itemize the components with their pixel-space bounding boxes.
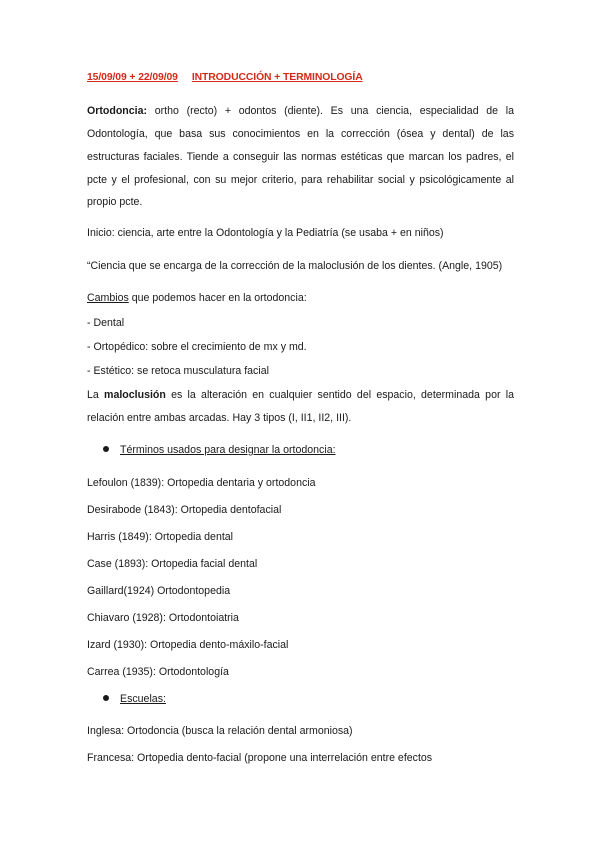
terminos-item: Izard (1930): Ortopedia dento-máxilo-facial (87, 639, 289, 651)
cambios-item: - Estético: se retoca musculatura facial (87, 365, 269, 377)
intro-line-5: propio pcte. (87, 196, 143, 208)
terminos-item: Gaillard(1924) Ortodontopedia (87, 585, 231, 597)
intro-line-1: Ortodoncia: ortho (recto) + odontos (diente). Es una ciencia, especialidad de la (87, 105, 514, 117)
cambios-item: - Dental (87, 317, 125, 329)
page-heading (87, 71, 363, 84)
intro-term: Ortodoncia: (87, 105, 148, 117)
maloclusion-line-1: La maloclusión es la alteración en cualquier sentido del espacio, determinada por la (87, 389, 514, 401)
terminos-item: Harris (1849): Ortopedia dental (87, 531, 234, 543)
escuelas-bullet (103, 693, 166, 706)
heading-dates: 15/09/09 + 22/09/09 (87, 72, 178, 83)
escuelas-item: Inglesa: Ortodoncia (busca la relación dental armoniosa) (87, 725, 353, 737)
bullet-icon (103, 695, 109, 701)
terminos-item: Carrea (1935): Ortodontología (87, 666, 229, 678)
escuelas-item: Francesa: Ortopedia dento-facial (propone una interrelación entre efectos (87, 752, 433, 764)
terminos-item: Case (1893): Ortopedia facial dental (87, 558, 258, 570)
terminos-bullet (103, 444, 336, 457)
cambios-heading: Cambios que podemos hacer en la ortodoncia: (87, 292, 307, 304)
intro-line-4: pcte y el profesional, con su mejor criterio, para rehabilitar social y psicológicamente al (87, 174, 514, 186)
heading-title: INTRODUCCIÓN + TERMINOLOGÍA (191, 72, 363, 83)
intro-line-2: Odontología, que basa sus conocimientos en la corrección (ósea y dental) de las (87, 128, 514, 140)
terminos-item: Lefoulon (1839): Ortopedia dentaria y ortodoncia (87, 477, 316, 489)
angle-quote: “Ciencia que se encarga de la corrección de la maloclusión de los dientes. (Angle, 1905) (87, 260, 503, 272)
cambios-keyword: Cambios (87, 292, 129, 304)
terminos-label: Términos usados para designar la ortodoncia: (120, 444, 336, 456)
bullet-icon (103, 446, 109, 452)
cambios-item: - Ortopédico: sobre el crecimiento de mx y md. (87, 341, 307, 353)
inicio-text: Inicio: ciencia, arte entre la Odontología y la Pediatría (se usaba + en niños) (87, 227, 444, 239)
maloclusion-line-2: relación entre ambas arcadas. Hay 3 tipos (I, II1, II2, III). (87, 412, 352, 424)
terminos-item: Chiavaro (1928): Ortodontoiatria (87, 612, 239, 624)
intro-line-3: estructuras faciales. Tiende a conseguir las normas estéticas que marcan los padres, el (87, 151, 514, 163)
escuelas-label: Escuelas: (120, 693, 166, 705)
terminos-item: Desirabode (1843): Ortopedia dentofacial (87, 504, 282, 516)
maloclusion-term: maloclusión (104, 389, 166, 401)
